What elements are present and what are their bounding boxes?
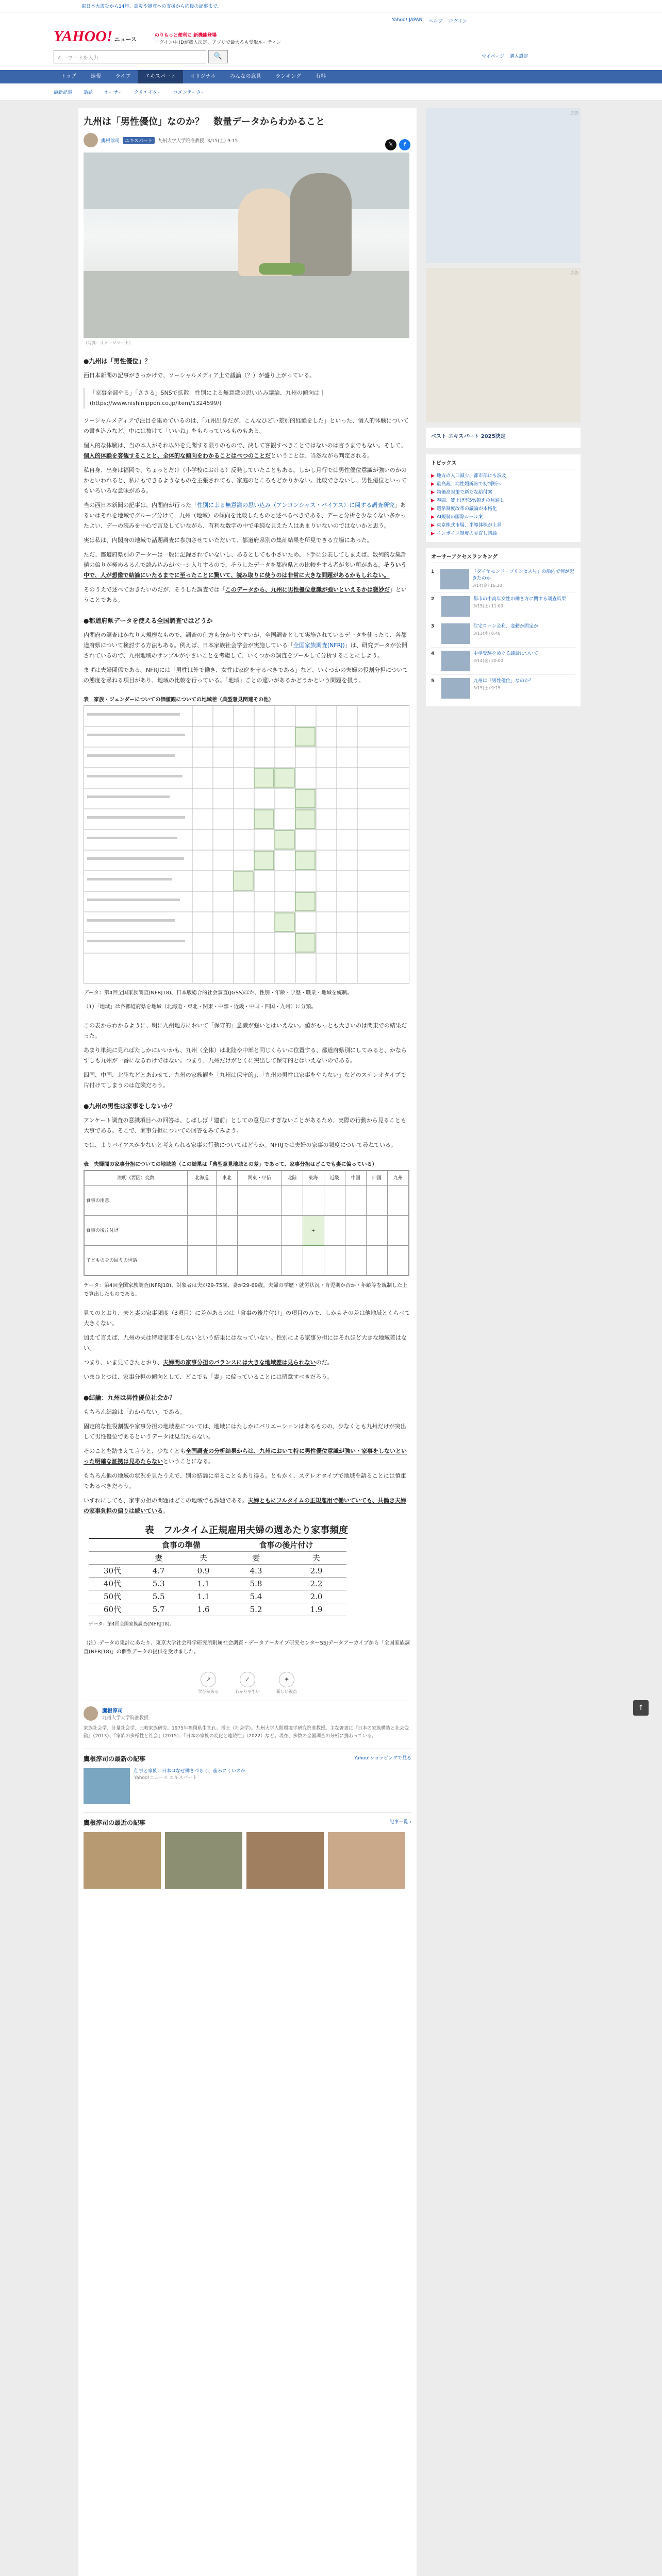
nfrj-link[interactable]: 全国家族調査(NFRJ) (293, 642, 345, 649)
rank-title: 九州は「男性優位」なのか？ (473, 679, 534, 684)
table3-cell: 4.3 (226, 1565, 286, 1578)
sparkle-icon: ✦ (279, 1672, 294, 1687)
section-related (84, 1749, 411, 1763)
rank-title: 住宅ローン金利、変動か固定か (473, 624, 538, 629)
topic-label: 物価高対策で新たな給付案 (436, 490, 492, 495)
table1-mark (295, 934, 315, 952)
table3 (89, 1538, 346, 1616)
paragraph-3 (84, 440, 411, 461)
table2-mark: + (303, 1216, 324, 1246)
p8-a: そのうえで述べておきたいのだが、そうした調査では「 (84, 586, 225, 593)
rank-title: 「ダイヤモンド・プリンセス号」の船内で何が起きたのか (472, 569, 574, 581)
table1-figure (84, 705, 409, 984)
table3-sub-header: 夫 (286, 1552, 346, 1565)
author-card-title: 九州大学大学院准教授 (102, 1716, 149, 1721)
table-row (85, 1216, 409, 1246)
table1-mark (254, 769, 274, 787)
table2-row-label: 食事の用意 (85, 1186, 188, 1216)
purchase-settings-link[interactable]: 購入設定 (509, 54, 528, 59)
table-housework (84, 1160, 411, 1299)
paragraph-18 (84, 1358, 411, 1368)
paragraph-22 (84, 1446, 411, 1467)
ranking-item[interactable] (431, 620, 575, 648)
table3-age: 30代 (89, 1565, 136, 1578)
subnav-author[interactable]: オーサー (104, 90, 123, 95)
topic-bullet-icon: ▶ (431, 482, 435, 487)
topic-bullet-icon: ▶ (431, 473, 435, 479)
sidebar-ad-2[interactable] (426, 268, 581, 422)
table3-cell: 1.9 (286, 1603, 346, 1616)
topic-item[interactable] (431, 521, 575, 530)
table2-header: 中国 (345, 1171, 366, 1186)
yahoo-news-logo[interactable] (54, 28, 137, 45)
rank-number: 1 (431, 569, 435, 574)
shopping-link[interactable]: Yahoo!ショッピングで見る (354, 1756, 411, 1761)
author-bio: 家族社会学、計量社会学、比較家族研究。1975年福岡県生まれ。博士（社会学）。九州大学人間環境学研究院准教授。主な著書に『日本の家族構造と社会変動』（2013）、『家族の多様性と社会』（2015）、『日本の家族の変化と連続性』（2022）など。現在、多数の全国調査の分析に携わっている。 (84, 1726, 409, 1739)
author-card (84, 1701, 411, 1721)
author-avatar[interactable] (84, 133, 98, 147)
table3-corner (89, 1538, 136, 1552)
p3-a: 個人的な体験は、当の本人がそれ以外を見聞する限りのもので、決して客観すべきことではないのは言うまでもない。そして、 (84, 442, 407, 449)
facebook-share-icon[interactable]: f (399, 139, 410, 150)
p7-emph: そういう中で、人が想像で結論にいたるまでに至ったことに驚いて、読み取りに使うのは非常に大きな問題があるかもしれない。 (84, 562, 407, 579)
p24-emph: 夫婦ともにフルタイムの正規雇用で働いていても、共働き夫婦の家事負担の偏りは続いている (84, 1497, 406, 1514)
rank-thumb (441, 651, 470, 671)
table1-mark (295, 892, 315, 911)
table2-header: 近畿 (324, 1171, 345, 1186)
site-header (0, 12, 662, 70)
latest-thumbs (84, 1832, 411, 1889)
table2-note: データ：第4回全国家族調査(NFRJ18)、対象者は夫が29-75歳、妻が29-69歳。夫婦の学歴・就労状況・育児期か否か・年齢等を統制した上で算出したものである。 (84, 1283, 408, 1297)
ranking-item[interactable] (431, 593, 575, 620)
rank-thumb (441, 596, 470, 617)
table3-cell: 2.2 (286, 1578, 346, 1590)
topic-item[interactable] (431, 497, 575, 505)
paragraph-13: 四国、中国、北陸などとあわせて、九州の家族観を「九州は保守的」、「九州の男性は家事をやらない」などのステレオタイプで片付けてしまうのは危険だろう。 (84, 1072, 407, 1089)
table3-age: 50代 (89, 1590, 136, 1603)
reaction-label: わかりやすい (235, 1689, 260, 1694)
p5-a: 当の西日本新聞の記事は、内閣府が行った「 (84, 502, 197, 509)
table2-header: 北陸 (282, 1171, 303, 1186)
article-photo (84, 152, 409, 338)
rank-date: 3/15(土) 11:00 (473, 604, 503, 608)
table3-group-header: 食事の準備 (136, 1538, 226, 1552)
p22-emph: 全国調査の分析結果からは、九州において特に男性優位意識が強い・家事をしないといった明確な証拠は見あたらない (84, 1448, 407, 1465)
p8-c: 」ということである。 (84, 586, 407, 603)
paragraph-19: いまひとつは、家事分担の傾向として、どこでも「妻」に偏っていることには留意すべきだろう。 (84, 1374, 333, 1380)
data-note: （注）データの集計にあたり、東京大学社会科学研究所附属社会調査・データアーカイブ研究センターSSJデータアーカイブから「全国家族調査(NFRJ18)」の個票データの提供を受けました。 (84, 1640, 410, 1655)
table3-cell: 5.5 (136, 1590, 181, 1603)
paragraph-16: 見てのとおり、夫と妻の家事頻度（3項目）に差があるのは「食事の後片付け」の項目のみで、しかもその差は他地域とくらべて大きくない。 (84, 1310, 410, 1327)
topic-label: 選挙制度改革の議論が本格化 (436, 506, 497, 512)
sub-nav (0, 83, 662, 101)
ranking-title: オーサーアクセスランキング (431, 552, 575, 563)
rank-date: 3/13(木) 8:40 (473, 631, 501, 636)
rank-number: 5 (431, 679, 435, 684)
author-card-avatar[interactable] (84, 1706, 98, 1721)
table2-figure (84, 1170, 409, 1276)
nav-breaking[interactable]: 速報 (90, 74, 101, 79)
rank-number: 4 (431, 651, 435, 656)
table2 (84, 1171, 409, 1276)
share-buttons (385, 139, 410, 150)
table3-cell: 4.7 (136, 1565, 181, 1578)
nav-live[interactable]: ライブ (115, 74, 131, 79)
topic-item[interactable] (431, 488, 575, 497)
p3-c: ということは、当然ながら判定される。 (271, 452, 373, 459)
photo-counter (84, 271, 409, 338)
header-promo[interactable] (155, 32, 281, 46)
rank-thumb (440, 569, 469, 589)
related-meta: Yahoo!ニュース エキスパート (134, 1775, 197, 1781)
header-link-login[interactable]: ログイン (449, 19, 467, 24)
table-row (89, 1590, 346, 1603)
p3-emph: 個人的体験を客観することと、全体的な傾向をわかることはべつのことだ (84, 452, 271, 459)
ad-label: 広告 (570, 111, 578, 115)
p24-a: いずれにしても、家事分担の問題はどこの地域でも課題である。 (84, 1497, 248, 1504)
ranking-item[interactable] (431, 675, 575, 702)
rank-number: 3 (431, 624, 435, 629)
table2-row-label: 子どもの身の回りの世話 (85, 1246, 188, 1276)
paragraph-15: では、よりバイアスが少ないと考えられる家事の行動についてはどうか。NFRJでは夫婦の家事の頻度について尋ねている。 (84, 1142, 396, 1148)
table-row (89, 1603, 346, 1616)
photo-caption: （写真：イメージマート） (84, 341, 133, 345)
subnav-topics[interactable]: 話題 (84, 90, 93, 95)
paragraph-8 (84, 585, 411, 605)
paragraph-9 (84, 630, 411, 661)
table3-cell: 5.7 (136, 1603, 181, 1616)
heading-housework: ●九州の男性は家事をしないか？ (84, 1103, 176, 1110)
table1-mark (234, 872, 253, 890)
p7-a: ただ、都道府県別のデーターは一般に記録されていないし、あるとしても小さいため、下手に公表してしまえば、数列的な集計値の偏りが極めるるんで読み込みがベーシ入りするので、そうしたデータを都府県との比較をする者が多い所がある。 (84, 551, 407, 568)
table2-header: 北海道 (188, 1171, 217, 1186)
author-name[interactable]: 鷹根淳司 (101, 138, 120, 144)
expert-award-banner[interactable]: ベスト エキスパート 2025決定 (426, 428, 581, 448)
x-share-icon[interactable]: 𝕏 (385, 139, 396, 150)
header-link-help[interactable]: ヘルプ (428, 19, 443, 24)
table3-sub-header: 妻 (226, 1552, 286, 1565)
p24-c: 。 (163, 1507, 169, 1514)
reaction-label: 学びがある (198, 1689, 219, 1694)
table1-mark (295, 789, 315, 808)
table2-header: 東海 (303, 1171, 324, 1186)
photo-vegetables (259, 263, 305, 275)
paragraph-10: まずは夫婦関係である。NFRJには「男性は外で働き、女性は家庭を守るべきである」など、いくつかの夫婦の役割分担についての態度を尋ねる項目があり、地域の比較を行っている。「地域」ごとの違いがあるかどうかという問題を扱う。 (84, 667, 408, 684)
table3-corner (89, 1552, 136, 1565)
reaction-new[interactable] (276, 1672, 297, 1694)
rank-title: 中学受験をめぐる議論について (473, 651, 538, 656)
table3-sub-header-row (89, 1552, 346, 1565)
table-values (84, 695, 411, 1011)
ranking-item[interactable] (431, 566, 575, 593)
paragraph-5 (84, 500, 411, 531)
table3-sub-header: 妻 (136, 1552, 181, 1565)
table2-header: 東北 (216, 1171, 237, 1186)
heading-conclusion: ●結論：九州は男性優位社会か？ (84, 1394, 176, 1401)
topic-item[interactable] (431, 513, 575, 521)
topic-label: 春闘、賃上げ率5%超えの見通し (436, 498, 505, 503)
ranking-item[interactable] (431, 648, 575, 675)
related-article[interactable] (84, 1768, 411, 1804)
topic-bullet-icon: ▶ (431, 523, 435, 528)
table1-svg (84, 706, 409, 984)
topic-label: AI規制の国際ルール案 (436, 515, 483, 520)
rank-date: 3/14(金) 16:20 (472, 583, 502, 588)
paragraph-2: ソーシャルメディアで注目を集めているのは、「九州出身だが、こんなひどい差別的経験をした」といった、個人的体験についての書き込みなど。中には抜けて「いいね」をもらっているものもある。 (84, 417, 409, 434)
topic-bullet-icon: ▶ (431, 531, 435, 536)
paragraph-23: もちろん他の地域の状況を見たうえで、別の結論に至ることもあり得る。ともかく、ステレオタイプで地域を語ることには慎重であるべきだろう。 (84, 1472, 406, 1489)
related-thumb (84, 1768, 130, 1804)
logo-sub: ニュース (114, 37, 137, 43)
p8-emph: このデータから、九州に男性優位意識が強いといえるかは微妙だ (225, 586, 390, 593)
header-links (392, 18, 467, 24)
table3-title: 表 フルタイム正規雇用夫婦の週あたり家事頻度 (144, 1525, 349, 1536)
table3-cell: 1.1 (181, 1578, 226, 1590)
topic-item[interactable] (431, 472, 575, 480)
header-right (482, 53, 528, 59)
table3-cell: 1.1 (181, 1590, 226, 1603)
p5-b: 」あるいはそれを地域でグループ分けて、九州（地域）の傾向を比較したものと述べるべきである、デーと分析を少なくない多かったよい、デーの読みを中心で言及していながら、有利な数字の中で単純な見えた人はあまりいないのではないかと思う。 (84, 502, 406, 529)
sidebar (426, 108, 581, 713)
promo-line2: ログイン中 IDが載入決定、アプリで最大ろも受取ルーティン (155, 40, 281, 45)
topic-bullet-icon: ▶ (431, 506, 435, 512)
table3-cell: 2.0 (286, 1590, 346, 1603)
publish-date: 3/15(土) 9:15 (207, 138, 238, 144)
table1-note: データ：第4回全国家族調査(NFRJ18)、日本版総合的社会調査(JGSS)ほか、性別・年齢・学歴・職業・地域を統制。 (84, 990, 353, 996)
paragraph-14: アンケート調査の意識項目への回答は、しばしば「建前」としての意見にすぎないことがあるため、実際の行動から見ることも大事である。そこで、家事分担についての回答をみてみよう。 (84, 1117, 406, 1134)
rank-thumb (441, 623, 470, 644)
table3-cell: 1.6 (181, 1603, 226, 1616)
reaction-learn[interactable] (198, 1672, 219, 1694)
rank-date: 3/15(土) 9:15 (473, 686, 501, 690)
section-latest (84, 1812, 411, 1827)
nav-ranking[interactable]: ランキング (275, 74, 302, 79)
page-top-button[interactable]: ↑ (633, 1700, 649, 1716)
table1-mark (275, 913, 294, 931)
topic-label: インボイス制度の見直し議論 (436, 531, 497, 536)
table2-header: 説明（要因）変数 (85, 1171, 188, 1186)
table3-cell: 5.2 (226, 1603, 286, 1616)
p18-emph: 夫婦間の家事分担のバランスには大きな地域差は見られない (163, 1359, 316, 1366)
table2-header: 四国 (366, 1171, 387, 1186)
topic-bullet-icon: ▶ (431, 498, 435, 503)
article-body (84, 356, 411, 1656)
table2-header-row (85, 1171, 409, 1186)
logo-text: YAHOO! (54, 28, 113, 45)
topic-bullet-icon: ▶ (431, 490, 435, 495)
p18-a: つまり、いま見てきたとおり、 (84, 1359, 163, 1366)
p22-a: そのことを踏まえて言うと、少なくとも (84, 1448, 186, 1454)
global-nav (0, 70, 662, 83)
paragraph-4: 私自身、出身は福岡で、ちょっとだけ（小学校における）反発していたこともある。しかし月行では男性優位意識が強いのかのかといわれると、私にもできるようなものを主張されても、家庭のところもどかりかない。比較できないし、男性優位といってもいろいろな意味がある。 (84, 467, 407, 494)
byline (84, 133, 411, 147)
latest-thumb[interactable] (165, 1832, 242, 1889)
table-row (85, 1186, 409, 1216)
nav-original[interactable]: オリジナル (190, 74, 216, 79)
topic-label: 地方の人口減少、都市部にも波及 (436, 473, 506, 479)
topic-bullet-icon: ▶ (431, 515, 435, 520)
table1-mark (254, 810, 274, 828)
article-title: 九州は「男性優位」なのか？ 数量データからわかること (84, 116, 325, 127)
table1-note2: （1）「地域」は各都道府県を地域（北海道・東北・関東・中部・近畿・中国・四国・九州）に分類。 (84, 1004, 317, 1010)
table3-source: データ：第4回全国家族調査(NFRJ18)。 (89, 1622, 174, 1627)
heading-data: ●都道府県データを使える全国調査ではどうか (84, 617, 213, 624)
subnav-latest[interactable]: 最新記事 (54, 90, 73, 95)
survey-link[interactable]: 性別による無意識の思い込み（アンコンシャス・バイアス）に関する調査研究 (197, 502, 395, 509)
quote-block[interactable]: 「家事全部やる」「ささる」SNSで拡散 性別による無意識の思い込み議論、九州の傾向は｜ (https://www.nishinippon.co.jp/item/1324599/) (84, 388, 411, 409)
p18-c: のだ。 (316, 1359, 333, 1366)
table1-mark (295, 810, 315, 828)
nav-top[interactable]: トップ (61, 74, 76, 79)
topic-item[interactable] (431, 480, 575, 488)
topic-label: 東京株式市場、半導体株が上昇 (436, 523, 502, 528)
mypage-link[interactable]: マイページ (482, 54, 505, 59)
check-icon: ✓ (240, 1672, 255, 1687)
author-role: 九州大学大学院准教授 (157, 138, 204, 144)
paragraph-21: 固定的な性役割観や家事分担の地域差については、地域にはたしかにバリエーションはあるものの、少なくとも九州だけが突出して男性優位であるというデータは見当たらない。 (84, 1423, 406, 1440)
paragraph-20: もちろん結論は「わからない」である。 (84, 1409, 186, 1415)
table1-mark (295, 727, 315, 746)
rank-number: 2 (431, 597, 435, 602)
paragraph-24 (84, 1496, 411, 1516)
ad-label: 広告 (570, 270, 578, 275)
header-link-yahoo[interactable]: Yahoo! JAPAN (392, 18, 423, 23)
reaction-clear[interactable] (235, 1672, 260, 1694)
related-title: 仕事と家族：日本はなぜ働きづらく、産みにくいのか (134, 1769, 245, 1774)
ranking-box (426, 548, 581, 706)
author-badge: エキスパート (123, 137, 155, 144)
topic-label: 最高裁、同性婚訴訟で初判断へ (436, 482, 502, 487)
table2-header: 九州 (387, 1171, 408, 1186)
rank-date: 3/14(金) 20:00 (473, 658, 503, 663)
section-latest-title: 鷹根淳司の最近の記事 (84, 1819, 146, 1826)
rank-title: 都市の中高年女性の働き方に関する調査結果 (473, 597, 567, 602)
latest-more-link[interactable]: 記事一覧 › (389, 1820, 411, 1825)
paragraph-7 (84, 550, 411, 581)
table3-cell: 5.8 (226, 1578, 286, 1590)
section-related-title: 鷹根淳司の最新の記事 (84, 1755, 146, 1762)
table2-row-label: 食事の後片付け (85, 1216, 188, 1246)
topic-item[interactable] (431, 530, 575, 538)
table-row (89, 1565, 346, 1578)
table1-text-lines (87, 713, 185, 942)
reaction-label: 新しい視点 (276, 1689, 297, 1694)
topics-title: トピックス (431, 459, 575, 469)
table-row (89, 1578, 346, 1590)
latest-thumb[interactable] (246, 1832, 324, 1889)
photo-person-man (290, 173, 352, 276)
nav-opinion[interactable]: みんなの意見 (230, 74, 261, 79)
paragraph-6: 実は私は、内閣府の地域で話題調査に参加させていただいて、都道府県別の集計結果を所見できる立場にあった。 (84, 537, 373, 544)
paragraph-12: あまり単純に見ればたしかにいいかも、九州（全体）は北陸や中部と同じくらいに位置する、都道府県別にしてみると、かならずしも九州が一番になるわけではない。つまり、九州だけがとくに突出して保守的とはいえないのである。 (84, 1047, 407, 1064)
topics-box (426, 454, 581, 542)
latest-thumb[interactable] (328, 1832, 405, 1889)
table3-cell: 5.4 (226, 1590, 286, 1603)
p9-a: 内閣府の調査はかなり大規模なもので、調査の仕方も分かりやすいが、全国調査として実施されているデータを使ったり、各都道府県について検討する方法もある。例えば、日本家族社会学会が実施している「 (84, 632, 407, 649)
table3-group-header: 食事の後片付け (226, 1538, 346, 1552)
search-input[interactable]: キーワードを入力 (54, 50, 206, 63)
paragraph-17: 加えて言えば、九州の夫は特段家事をしないという結果にはなっていない。性別による家事分担にはそれほど大きな地域差はない。 (84, 1334, 407, 1351)
author-card-name[interactable]: 鷹根淳司 (102, 1708, 123, 1714)
table3-cell: 0.9 (181, 1565, 226, 1578)
table1-title: 表 家族・ジェンダーについての価値観についての地域差（典型意見関連その他） (84, 697, 274, 703)
article-column (78, 108, 417, 2576)
topic-item[interactable] (431, 505, 575, 513)
table3-sub-header: 夫 (181, 1552, 226, 1565)
nav-expert[interactable]: エキスパート (138, 70, 183, 83)
top-banner[interactable]: 東日本大震災から14年、震災や能登への支援から応援の記事まで。 (0, 0, 662, 12)
table3-age: 60代 (89, 1603, 136, 1616)
table1-mark (275, 769, 294, 787)
latest-thumb[interactable] (84, 1832, 161, 1889)
p22-c: ということになる。 (163, 1458, 214, 1465)
reaction-buttons (84, 1672, 411, 1694)
paragraph-1: 西日本新聞の記事がきっかけで、ソーシャルメディア上で議論（？）が盛り上がっている。 (84, 372, 316, 379)
table3-age: 40代 (89, 1578, 136, 1590)
table-row (85, 1246, 409, 1276)
table-fulltime (84, 1526, 409, 1630)
table2-header: 関東・甲信 (237, 1171, 281, 1186)
heading-kyushu: ●九州は「男性優位」？ (84, 358, 151, 365)
search-icon[interactable]: 🔍 (208, 50, 228, 63)
table1-mark (275, 831, 294, 849)
sidebar-ad-1[interactable] (426, 108, 581, 263)
paragraph-11: この表からわかるように、明に九州地方において「保守的」意識が強いとはいえない。値がもっとも大きいのは関東での結果だった。 (84, 1022, 407, 1039)
subnav-creator[interactable]: クリエイター (134, 90, 162, 95)
nav-paid[interactable]: 有料 (316, 74, 326, 79)
table3-cell: 2.9 (286, 1565, 346, 1578)
p9-b: 」は、研究データが公開されているので、九州地域のサンプルが小さいことを考慮して、いくつかの調査をプールして分析することにしよう。 (84, 642, 407, 659)
learn-icon: ↗ (201, 1672, 216, 1687)
rank-thumb (441, 678, 470, 699)
table2-title: 表 夫婦間の家事分担についての地域差（この結果は「典型意見地域との差」であって、家事分担はどこでも妻に偏っている） (84, 1162, 377, 1167)
table1-mark (254, 851, 274, 870)
table3-group-header-row (89, 1538, 346, 1552)
subnav-commentator[interactable]: コメンテーター (173, 90, 206, 95)
table1-mark (295, 851, 315, 870)
table1-marks (234, 727, 315, 952)
table3-cell: 5.3 (136, 1578, 181, 1590)
promo-line1: のりもっと便利に 新機能登場 (155, 33, 217, 38)
